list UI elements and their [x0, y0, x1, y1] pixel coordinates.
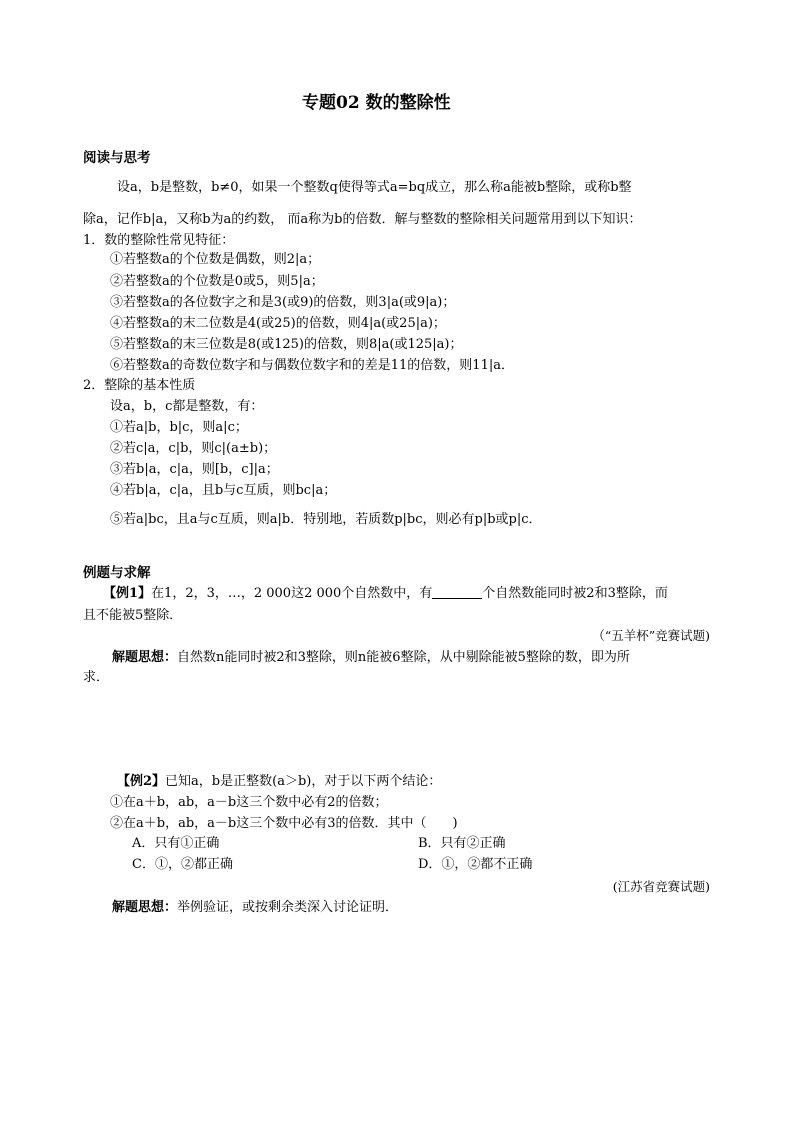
item1-rule-2: ②若整数a的个位数是0或5，则5|a； — [110, 274, 324, 289]
item1-title: 1．数的整除性常见特征： — [83, 233, 235, 248]
section-heading-examples: 例题与求解 — [83, 565, 151, 581]
answer-blank — [432, 584, 482, 599]
item2-property-2: ②若c|a，c|b，则c|(a±b)； — [110, 441, 277, 456]
example2-hint — [112, 898, 398, 918]
example2-statement-2: ②在a＋b，ab，a－b这三个数中必有3的倍数．其中（ ) — [110, 816, 458, 831]
example2-hint-text: 举例验证，或按剩余类深入讨论证明． — [177, 900, 399, 915]
item1-rule-5: ⑤若整数a的末三位数是8(或125)的倍数，则8|a(或125|a)； — [110, 337, 463, 352]
example2-text: 已知a，b是正整数(a＞b)，对于以下两个结论： — [165, 774, 442, 789]
item1-rule-1: ①若整数a的个位数是偶数，则2|a； — [110, 252, 321, 267]
intro-line-1: 设a，b是整数，b≠0，如果一个整数q使得等式a=bq成立，那么称a能被b整除，或称b整 — [117, 180, 632, 195]
option-d: D．①，②都不正确 — [418, 857, 533, 872]
example1-text-b: 个自然数能同时被2和3整除，而 — [482, 586, 668, 601]
option-a: A．只有①正确 — [132, 836, 220, 851]
section-heading-reading: 阅读与思考 — [83, 150, 151, 166]
example1-hint-text: 自然数n能同时被2和3整除，则n能被6整除，从中剔除能被5整除的数，即为所 — [177, 650, 630, 665]
example2-hint-label: 解题思想： — [112, 900, 178, 915]
example2-line-1 — [117, 772, 441, 792]
example2-tag: 【例2】 — [117, 774, 166, 789]
item2-title: 2．整除的基本性质 — [83, 378, 196, 393]
item2-property-3: ③若b|a，c|a，则[b，c]|a； — [110, 462, 279, 477]
item2-intro: 设a，b，c都是整数，有： — [110, 399, 264, 414]
example2-statement-1: ①在a＋b，ab，a－b这三个数中必有2的倍数； — [110, 795, 388, 810]
item1-rule-4: ④若整数a的末二位数是4(或25)的倍数，则4|a(或25|a)； — [110, 316, 446, 331]
item2-property-4: ④若b|a，c|a，且b与c互质，则bc|a； — [110, 483, 337, 498]
example1-text-a: 在1，2，3，…，2 000这2 000个自然数中，有 — [151, 586, 433, 601]
example1-tag: 【例1】 — [103, 586, 152, 601]
item2-property-5: ⑤若a|bc，且a与c互质，则a|b．特别地，若质数p|bc，则必有p|b或p|c． — [110, 512, 542, 527]
item1-rule-6: ⑥若整数a的奇数位数字和与偶数位数字和的差是11的倍数，则11|a． — [110, 358, 514, 373]
example1-line-2: 且不能被5整除． — [83, 608, 183, 623]
example1-hint-label: 解题思想： — [112, 650, 178, 665]
example1-hint-line-1 — [112, 648, 630, 668]
page-title: 专题02 数的整除性 — [302, 93, 451, 113]
example1-source: （“五羊杯”竞赛试题) — [592, 628, 710, 643]
example1-line-1 — [103, 584, 668, 604]
item2-property-1: ①若a|b，b|c，则a|c； — [110, 420, 248, 435]
example2-source: (江苏省竞赛试题) — [612, 879, 710, 894]
item1-rule-3: ③若整数a的各位数字之和是3(或9)的倍数，则3|a(或9|a)； — [110, 295, 456, 310]
option-c: C．①，②都正确 — [132, 857, 233, 872]
example1-hint-line-2: 求． — [83, 670, 110, 685]
intro-line-2: 除a，记作b|a，又称b为a的约数， 而a称为b的倍数．解与整数的整除相关问题常用到以下知识： — [83, 212, 642, 227]
option-b: B．只有②正确 — [418, 836, 506, 851]
